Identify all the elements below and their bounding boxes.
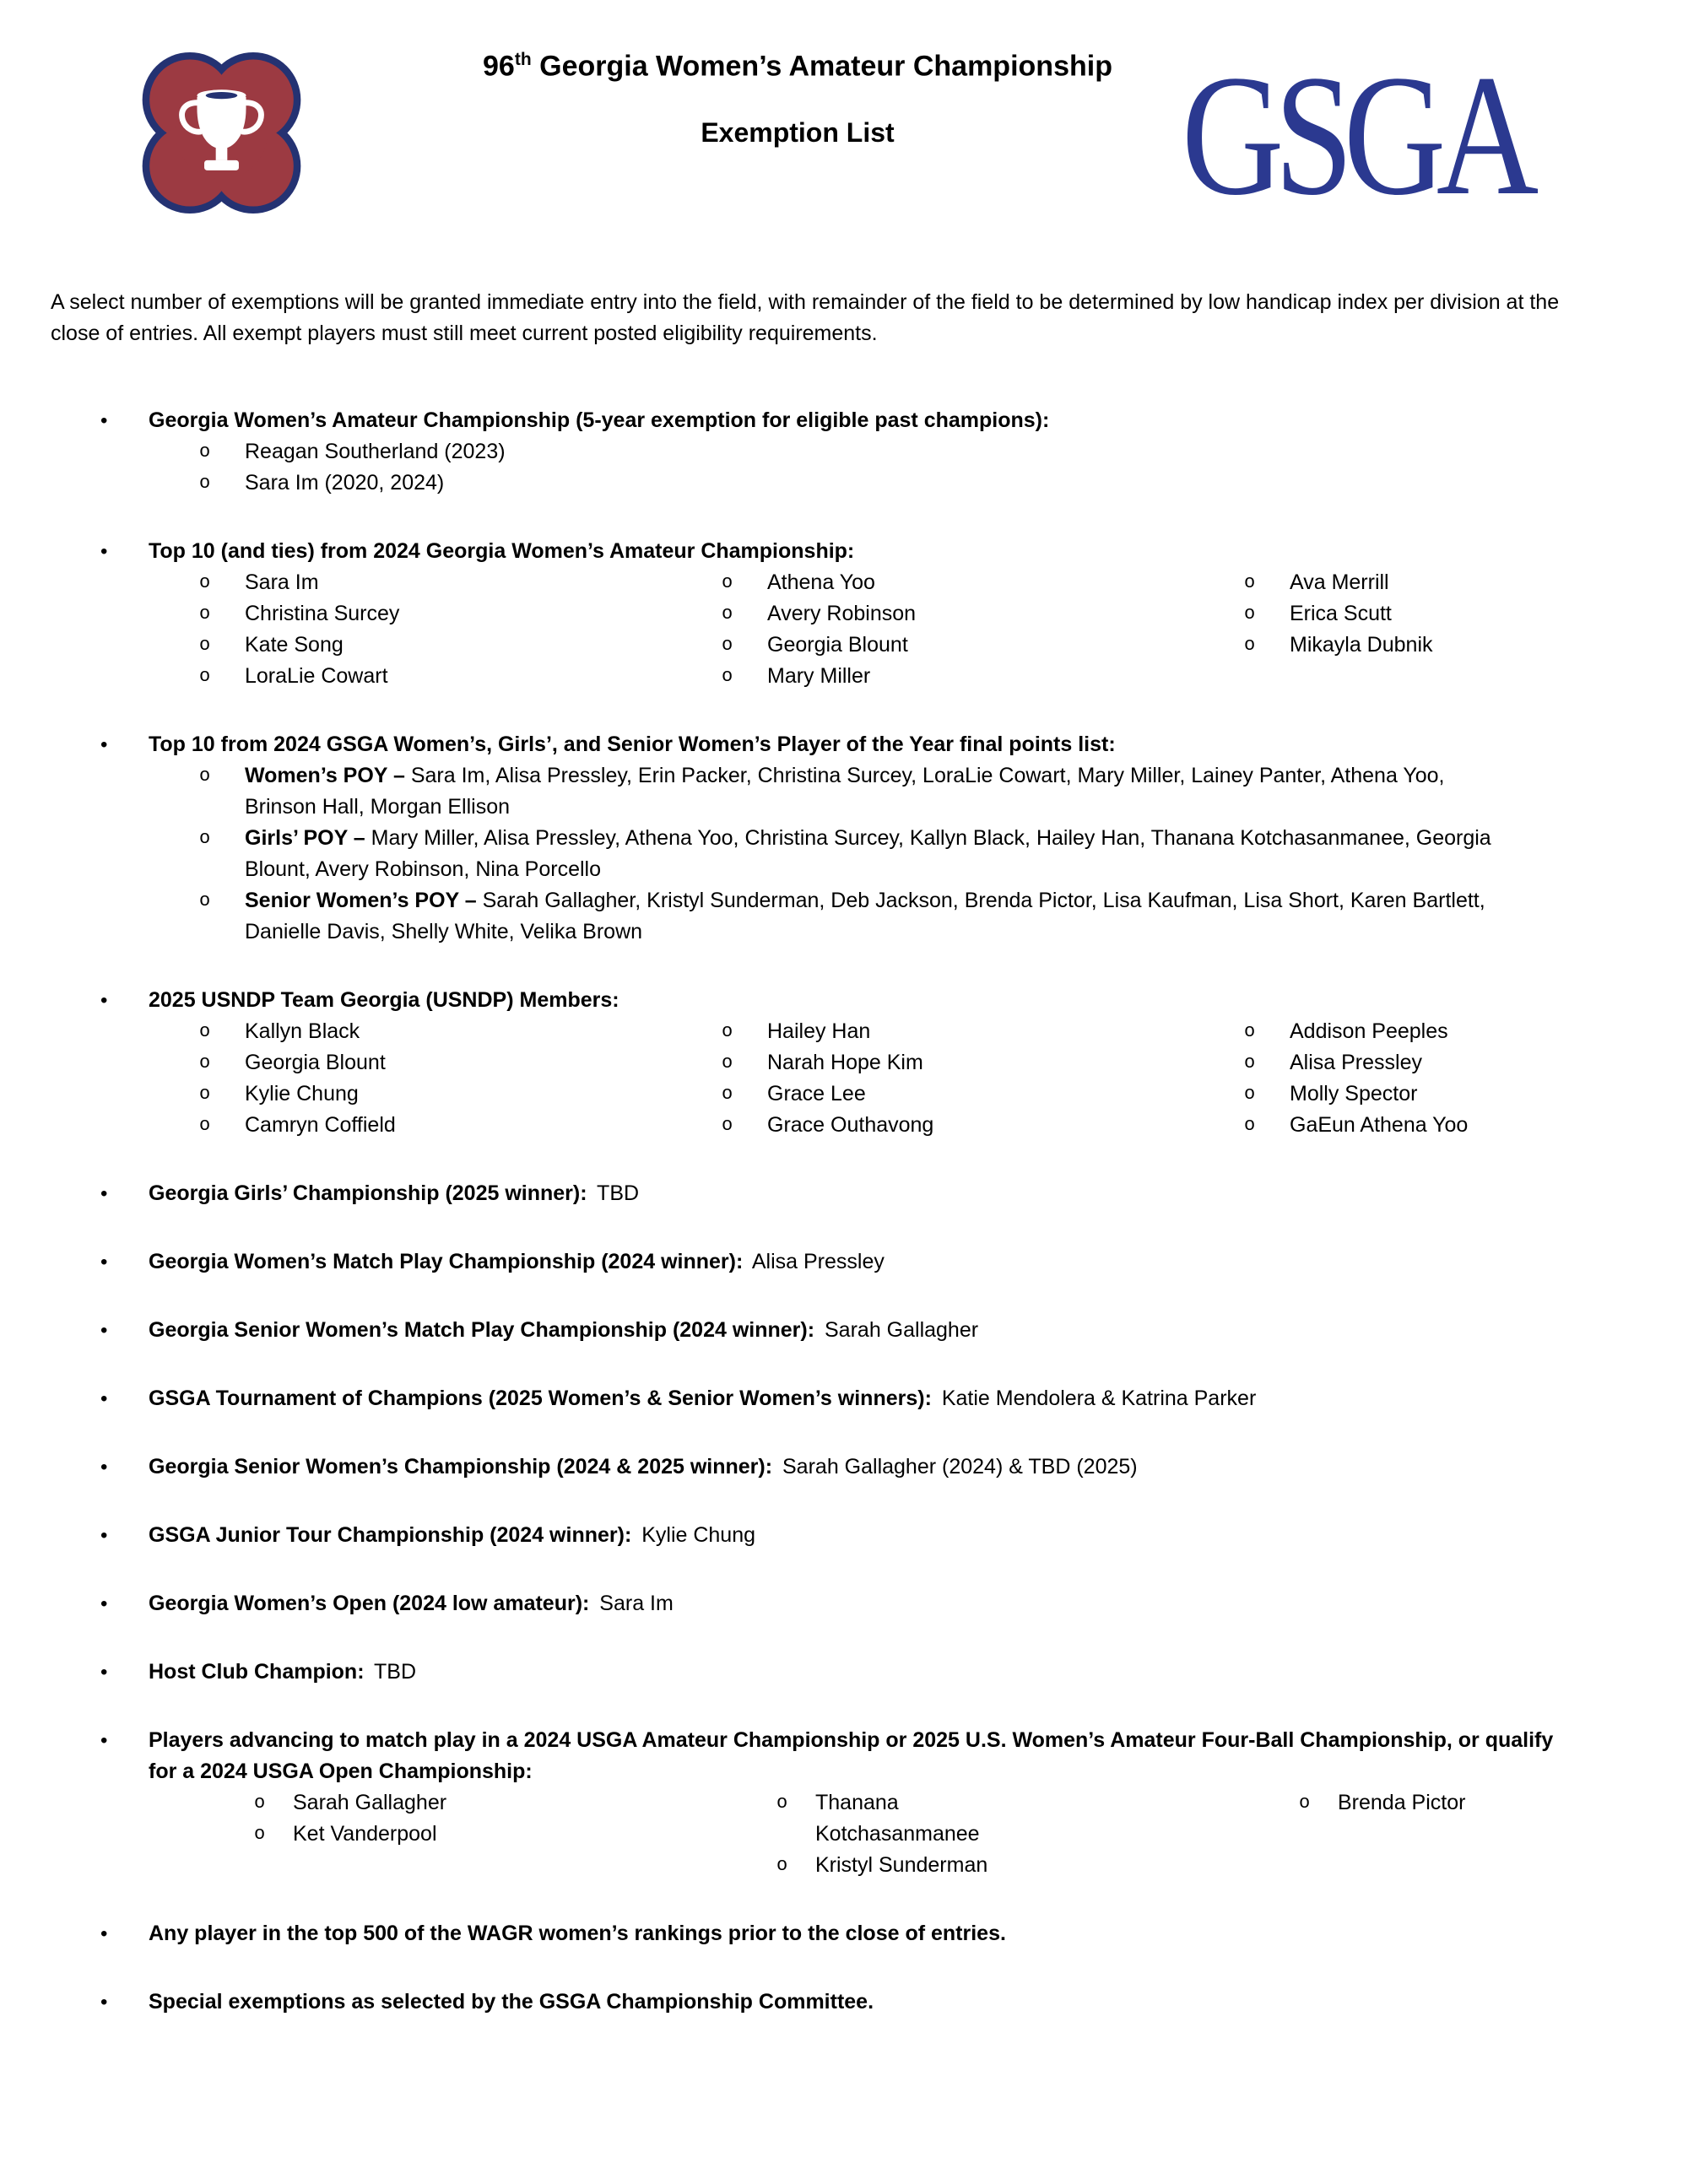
exemption-section xyxy=(0,1520,1688,1551)
name-column xyxy=(199,1016,722,1141)
poy-text: Girls’ POY – Mary Miller, Alisa Pressley, Athena Yoo, Christina Surcey, Kallyn Black, Hailey Han, Thanana Kotchasanmanee, Georgia Blount, Avery Robinson, Nina Porcello xyxy=(245,826,1491,881)
sub-item-text: Sarah Gallagher xyxy=(293,1791,447,1814)
sub-bullet-icon: o xyxy=(254,1824,266,1845)
exemption-section xyxy=(0,1451,1688,1483)
sub-bullet-icon: o xyxy=(199,666,211,687)
poy-text: Women’s POY – Sara Im, Alisa Pressley, Erin Packer, Christina Surcey, LoraLie Cowart, Mary Miller, Lainey Panter, Athena Yoo, Brinson Hall, Morgan Ellison xyxy=(245,764,1445,819)
intro-paragraph: A select number of exemptions will be granted immediate entry into the field, with remainder of the field to be determined by low handicap index per division at the close of entries. All exempt players must still meet current posted eligibility requirements. xyxy=(51,290,1560,345)
exemption-section xyxy=(0,1588,1688,1619)
sub-item xyxy=(776,1850,1299,1881)
sub-bullet-icon: o xyxy=(1299,1792,1311,1814)
name-column xyxy=(254,1787,776,1881)
sub-bullet-icon: o xyxy=(199,441,211,462)
sub-item-text: Camryn Coffield xyxy=(245,1113,396,1137)
sub-bullet-icon: o xyxy=(1244,1084,1256,1105)
sub-item xyxy=(1299,1787,1688,1819)
sub-item xyxy=(199,468,1519,499)
section-body xyxy=(149,1657,1561,1688)
bullet-icon: • xyxy=(100,409,108,432)
sub-item-text: Georgia Blount xyxy=(245,1051,386,1074)
name-column xyxy=(776,1787,1299,1881)
sub-item-text: Thanana Kotchasanmanee xyxy=(815,1791,980,1846)
section-body xyxy=(149,1246,1561,1278)
bullet-row xyxy=(0,729,1688,760)
sub-item-text: Sara Im xyxy=(245,570,319,594)
sub-item xyxy=(199,1078,722,1110)
sub-item-text: LoraLie Cowart xyxy=(245,664,388,688)
sub-bullet-icon: o xyxy=(199,1021,211,1042)
sub-bullet-icon: o xyxy=(199,1084,211,1105)
sub-bullet-icon: o xyxy=(722,603,733,624)
gsga-wordmark: GSGA xyxy=(1182,40,1529,231)
bullet-row xyxy=(0,1383,1688,1414)
bullet-row xyxy=(0,1657,1688,1688)
sub-item-text: Mary Miller xyxy=(767,664,871,688)
section-label: Top 10 (and ties) from 2024 Georgia Women’s Amateur Championship: xyxy=(149,539,855,563)
sub-bullet-icon: o xyxy=(1244,635,1256,656)
sub-item-text: Addison Peeples xyxy=(1290,1019,1448,1043)
sub-item xyxy=(199,1016,722,1047)
sub-item xyxy=(199,630,722,661)
sub-item xyxy=(1244,1110,1688,1141)
sub-item-text: Brenda Pictor xyxy=(1338,1791,1466,1814)
section-value: Kylie Chung xyxy=(636,1523,756,1547)
sub-item xyxy=(199,1110,722,1141)
section-label: Georgia Senior Women’s Championship (2024 & 2025 winner): xyxy=(149,1455,773,1479)
sub-item-text: Molly Spector xyxy=(1290,1082,1418,1106)
sub-item-text: Grace Lee xyxy=(767,1082,866,1106)
sub-item xyxy=(722,630,1244,661)
section-label: 2025 USNDP Team Georgia (USNDP) Members: xyxy=(149,988,619,1012)
section-body xyxy=(149,729,1561,760)
poy-item xyxy=(199,760,1519,823)
exemption-section xyxy=(0,1987,1688,2018)
section-value: TBD xyxy=(368,1660,417,1684)
section-body xyxy=(149,1520,1561,1551)
section-label: Georgia Senior Women’s Match Play Championship (2024 winner): xyxy=(149,1318,815,1342)
sub-item-text: Avery Robinson xyxy=(767,602,917,625)
sub-item xyxy=(1244,1078,1688,1110)
sub-item xyxy=(1244,567,1688,598)
section-label: Georgia Women’s Open (2024 low amateur): xyxy=(149,1592,590,1615)
columns-grid xyxy=(199,567,1688,692)
exemption-section xyxy=(0,1315,1688,1346)
sub-item xyxy=(1244,1016,1688,1047)
sub-bullet-icon: o xyxy=(722,1115,733,1136)
sub-item-text: Christina Surcey xyxy=(245,602,400,625)
section-label: Players advancing to match play in a 2024 USGA Amateur Championship or 2025 U.S. Women’s Amateur Four-Ball Championship, or qualify for a 2024 USGA Open Championship: xyxy=(149,1728,1554,1783)
sub-item xyxy=(1244,1047,1688,1078)
section-body xyxy=(149,405,1561,436)
exemption-section xyxy=(0,1918,1688,1949)
document-header xyxy=(0,0,1688,262)
sub-item xyxy=(722,1016,1244,1047)
sub-item xyxy=(1244,598,1688,630)
sub-item-text: Hailey Han xyxy=(767,1019,871,1043)
bullet-icon: • xyxy=(100,1182,108,1205)
sub-bullet-icon: o xyxy=(199,890,211,911)
sub-bullet-icon: o xyxy=(776,1792,788,1814)
exemption-section xyxy=(0,405,1688,499)
sub-bullet-icon: o xyxy=(722,666,733,687)
section-body xyxy=(149,1987,1561,2018)
exemption-section xyxy=(0,729,1688,948)
exemption-section xyxy=(0,1178,1688,1209)
sub-item xyxy=(199,567,722,598)
name-column xyxy=(1244,1016,1688,1141)
sub-item-text: Kallyn Black xyxy=(245,1019,360,1043)
bullet-icon: • xyxy=(100,1592,108,1615)
exemption-section xyxy=(0,1383,1688,1414)
bullet-row xyxy=(0,1918,1688,1949)
section-label: Georgia Girls’ Championship (2025 winner): xyxy=(149,1181,587,1205)
bullet-row xyxy=(0,536,1688,567)
section-label: Any player in the top 500 of the WAGR women’s rankings prior to the close of entries. xyxy=(149,1922,1006,1945)
sub-bullet-icon: o xyxy=(1244,1115,1256,1136)
page-title: 96th Georgia Women’s Amateur Championship xyxy=(483,50,1112,83)
sub-item xyxy=(254,1819,776,1850)
sub-bullet-icon: o xyxy=(199,572,211,593)
sub-item xyxy=(199,661,722,692)
sub-item-text: Kylie Chung xyxy=(245,1082,359,1106)
poy-item xyxy=(199,885,1519,948)
section-label: Host Club Champion: xyxy=(149,1660,365,1684)
exemption-section xyxy=(0,985,1688,1141)
sub-bullet-icon: o xyxy=(199,1115,211,1136)
bullet-icon: • xyxy=(100,1729,108,1752)
section-body xyxy=(149,985,1561,1016)
exemption-section xyxy=(0,536,1688,692)
bullet-row xyxy=(0,1315,1688,1346)
bullet-row xyxy=(0,1520,1688,1551)
columns-grid xyxy=(199,1016,1688,1141)
sub-item xyxy=(254,1787,776,1819)
section-body xyxy=(149,1178,1561,1209)
poy-category: Girls’ POY – xyxy=(245,826,365,850)
bullet-icon: • xyxy=(100,1661,108,1684)
sub-item-text: Kristyl Sunderman xyxy=(815,1853,988,1877)
bullet-icon: • xyxy=(100,1524,108,1547)
name-column xyxy=(722,1016,1244,1141)
sub-bullet-icon: o xyxy=(199,765,211,787)
sub-bullet-icon: o xyxy=(722,635,733,656)
bullet-icon: • xyxy=(100,1251,108,1273)
name-column xyxy=(1244,567,1688,692)
bullet-icon: • xyxy=(100,540,108,563)
bullet-row xyxy=(0,1588,1688,1619)
bullet-icon: • xyxy=(100,1922,108,1945)
sub-item xyxy=(722,1047,1244,1078)
bullet-icon: • xyxy=(100,1387,108,1410)
section-body xyxy=(149,1725,1561,1787)
bullet-row xyxy=(0,1178,1688,1209)
bullet-icon: • xyxy=(100,1991,108,2014)
section-label: Georgia Women’s Match Play Championship (2024 winner): xyxy=(149,1250,744,1273)
sub-item-text: Athena Yoo xyxy=(767,570,875,594)
sub-item xyxy=(199,436,1519,468)
bullet-icon: • xyxy=(100,733,108,756)
sub-item-text: Georgia Blount xyxy=(767,633,908,657)
sub-bullet-icon: o xyxy=(199,473,211,494)
sub-item xyxy=(722,661,1244,692)
sub-bullet-icon: o xyxy=(199,1052,211,1073)
section-body xyxy=(149,1383,1561,1414)
columns-grid xyxy=(254,1787,1688,1881)
sub-bullet-icon: o xyxy=(776,1855,788,1876)
page-subtitle: Exemption List xyxy=(701,117,895,149)
sub-bullet-icon: o xyxy=(722,1084,733,1105)
sub-item xyxy=(722,598,1244,630)
section-value: Sarah Gallagher xyxy=(819,1318,979,1342)
poy-category: Women’s POY – xyxy=(245,764,405,787)
bullet-row xyxy=(0,1451,1688,1483)
section-value: Sarah Gallagher (2024) & TBD (2025) xyxy=(776,1455,1138,1479)
sub-bullet-icon: o xyxy=(1244,572,1256,593)
sub-bullet-icon: o xyxy=(722,572,733,593)
bullet-row xyxy=(0,1725,1688,1787)
sub-item-text: Erica Scutt xyxy=(1290,602,1392,625)
exemption-section xyxy=(0,1725,1688,1881)
section-label: GSGA Junior Tour Championship (2024 winner): xyxy=(149,1523,632,1547)
sub-item xyxy=(722,1078,1244,1110)
bullet-row xyxy=(0,1246,1688,1278)
section-label: Georgia Women’s Amateur Championship (5-year exemption for eligible past champions): xyxy=(149,408,1050,432)
section-body xyxy=(149,1451,1561,1483)
sub-item-text: Alisa Pressley xyxy=(1290,1051,1422,1074)
bullet-icon: • xyxy=(100,1456,108,1479)
name-column xyxy=(722,567,1244,692)
sub-item-text: Reagan Southerland (2023) xyxy=(245,440,506,463)
sub-bullet-icon: o xyxy=(722,1021,733,1042)
bullet-icon: • xyxy=(100,989,108,1012)
bullet-row xyxy=(0,1987,1688,2018)
sub-item-text: Ket Vanderpool xyxy=(293,1822,437,1846)
sub-list xyxy=(199,436,1519,499)
poy-item xyxy=(199,823,1519,885)
name-column xyxy=(199,567,722,692)
sub-item-text: Grace Outhavong xyxy=(767,1113,934,1137)
sub-item-text: GaEun Athena Yoo xyxy=(1290,1113,1469,1137)
section-value: Alisa Pressley xyxy=(747,1250,885,1273)
poy-text: Senior Women’s POY – Sarah Gallagher, Kristyl Sunderman, Deb Jackson, Brenda Pictor, Lisa Kaufman, Lisa Short, Karen Bartlett, Danielle Davis, Shelly White, Velika Brown xyxy=(245,889,1485,943)
sub-bullet-icon: o xyxy=(254,1792,266,1814)
section-body xyxy=(149,1918,1561,1949)
sub-bullet-icon: o xyxy=(722,1052,733,1073)
sub-bullet-icon: o xyxy=(199,635,211,656)
exemption-list xyxy=(0,405,1688,2018)
bullet-row xyxy=(0,985,1688,1016)
sub-item xyxy=(199,1047,722,1078)
bullet-icon: • xyxy=(100,1319,108,1342)
section-body xyxy=(149,1315,1561,1346)
name-column xyxy=(1299,1787,1688,1881)
exemption-section xyxy=(0,1657,1688,1688)
sub-bullet-icon: o xyxy=(1244,603,1256,624)
sub-item-text: Ava Merrill xyxy=(1290,570,1389,594)
section-body xyxy=(149,1588,1561,1619)
section-value: TBD xyxy=(591,1181,640,1205)
exemption-section xyxy=(0,1246,1688,1278)
ordinal-suffix: th xyxy=(514,50,532,69)
section-label: Special exemptions as selected by the GSGA Championship Committee. xyxy=(149,1990,874,2014)
sub-item-text: Kate Song xyxy=(245,633,344,657)
bullet-row xyxy=(0,405,1688,436)
sub-bullet-icon: o xyxy=(1244,1021,1256,1042)
section-label: Top 10 from 2024 GSGA Women’s, Girls’, and Senior Women’s Player of the Year final points list: xyxy=(149,733,1116,756)
sub-item xyxy=(722,567,1244,598)
section-value: Sara Im xyxy=(593,1592,674,1615)
sub-item xyxy=(722,1110,1244,1141)
section-body xyxy=(149,536,1561,567)
sub-item-text: Mikayla Dubnik xyxy=(1290,633,1433,657)
sub-list xyxy=(199,760,1519,948)
sub-bullet-icon: o xyxy=(1244,1052,1256,1073)
sub-item xyxy=(1244,630,1688,661)
sub-bullet-icon: o xyxy=(199,828,211,849)
sub-item-text: Narah Hope Kim xyxy=(767,1051,923,1074)
section-label: GSGA Tournament of Champions (2025 Women’s & Senior Women’s winners): xyxy=(149,1387,932,1410)
sub-bullet-icon: o xyxy=(199,603,211,624)
poy-category: Senior Women’s POY – xyxy=(245,889,477,912)
sub-item xyxy=(199,598,722,630)
sub-item-text: Sara Im (2020, 2024) xyxy=(245,471,445,495)
sub-item xyxy=(776,1787,1299,1850)
section-value: Katie Mendolera & Katrina Parker xyxy=(935,1387,1257,1410)
